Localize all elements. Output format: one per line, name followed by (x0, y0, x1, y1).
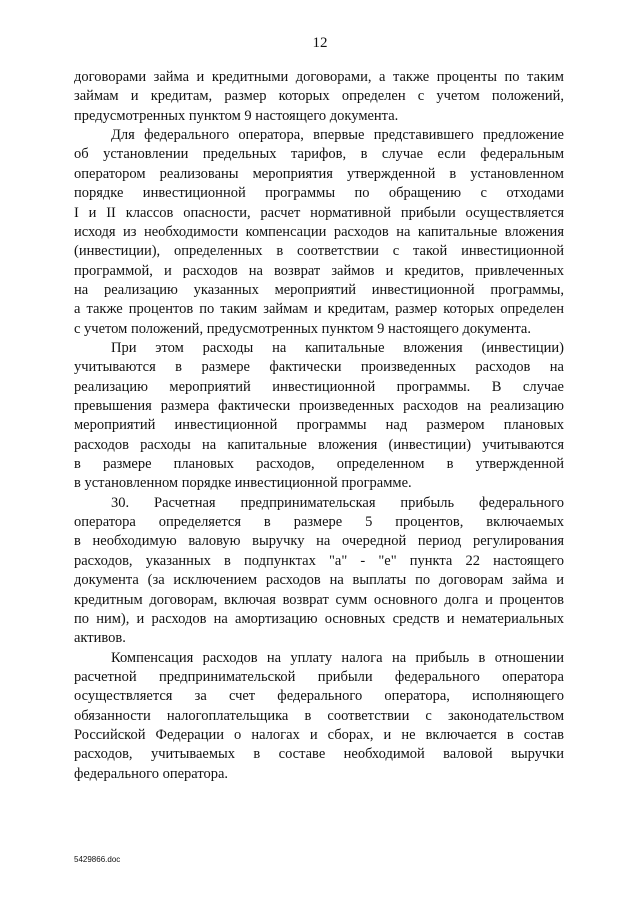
text-line: договорами займа и кредитными договорами, а также проценты по таким (74, 69, 564, 85)
footer-file-name: 5429866.doc (74, 855, 121, 864)
text-line: Компенсация расходов на уплату налога на прибыль в отношении (111, 649, 564, 666)
text-line: Российской Федерации о налогах и сборах, и не включается в состав (74, 726, 564, 743)
text-line: документа (за исключением расходов на выплаты по договорам займа и (74, 572, 564, 589)
text-line: учитываются в размере фактически произведенных расходов на (74, 359, 564, 376)
text-line: в установленном порядке инвестиционной программе. (74, 475, 412, 492)
text-line: об установлении предельных тарифов, в случае если федеральным (74, 146, 564, 163)
text-line: реализацию мероприятий инвестиционной программы. В случае (74, 378, 564, 395)
text-line: обязанности налогоплательщика в соответствии с законодательством (74, 707, 564, 724)
text-line: I и II классов опасности, расчет нормативной прибыли осуществляется (74, 204, 564, 221)
text-line: (инвестиции), определенных в соответствии с такой инвестиционной (74, 243, 564, 260)
text-line: федерального оператора. (74, 765, 229, 782)
text-line: Для федерального оператора, впервые представившего предложение (111, 127, 564, 144)
text-line: расходов расходы на капитальные вложения (инвестиции) учитываются (74, 436, 564, 453)
text-line: в размере плановых расходов, определенном в утвержденной (74, 456, 564, 472)
text-line: в необходимую валовую выручку на очередной период регулирования (74, 533, 564, 550)
text-line: порядке инвестиционной программы по обращению с отходами (74, 185, 564, 202)
text-line: по ним), и расходов на амортизацию основных средств и нематериальных (74, 610, 564, 627)
text-line: расчетной предпринимательской прибыли федерального оператора (74, 668, 564, 685)
text-line: При этом расходы на капитальные вложения (инвестиции) (111, 339, 564, 356)
text-line: расходов, учитываемых в составе необходимой валовой выручки (74, 746, 564, 763)
text-line: активов. (74, 630, 126, 647)
text-line: с учетом положений, предусмотренных пунктом 9 настоящего документа. (74, 320, 531, 337)
text-line: расходов, указанных в подпунктах "а" - "е" пункта 22 настоящего (74, 552, 564, 569)
page-number: 12 (312, 35, 328, 51)
text-line: оператором реализованы мероприятия утвержденной в установленном (74, 165, 564, 182)
text-line: предусмотренных пунктом 9 настоящего документа. (74, 107, 399, 124)
text-line: а также процентов по таким займам и кредитам, размер которых определен (74, 301, 564, 318)
text-line: программой, и расходов на возврат займов и кредитов, привлеченных (74, 262, 564, 279)
text-line: оператора определяется в размере 5 процентов, включаемых (74, 514, 564, 530)
text-line: кредитным договорам, включая возврат сумм основного долга и процентов (74, 591, 564, 608)
text-line: исходя из необходимости компенсации расходов на капитальные вложения (74, 223, 564, 240)
text-line: превышения размера фактически произведенных расходов на реализацию (74, 398, 564, 414)
text-line: мероприятий инвестиционной программы над размером плановых (74, 417, 564, 434)
text-line: на реализацию указанных мероприятий инвестиционной программы, (74, 281, 564, 298)
text-line: 30. Расчетная предпринимательская прибыль федерального (111, 494, 564, 511)
text-line: займам и кредитам, размер которых определен с учетом положений, (74, 88, 564, 105)
text-line: осуществляется за счет федерального оператора, исполняющего (74, 688, 564, 705)
